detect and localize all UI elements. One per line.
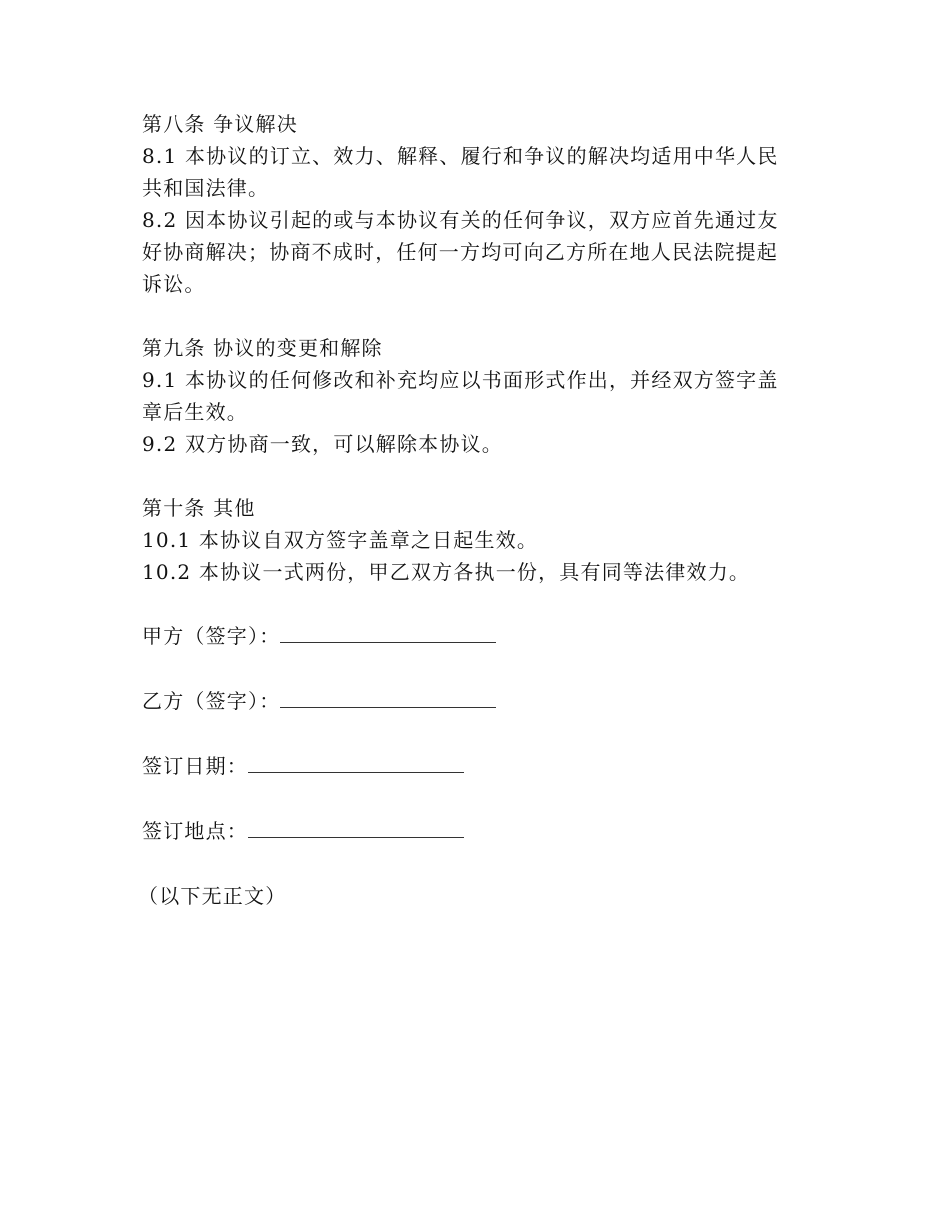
article-8-line-1: 8.1 本协议的订立、效力、解释、履行和争议的解决均适用中华人民 <box>142 144 779 168</box>
signing-date-label: 签订日期： <box>142 754 248 778</box>
signing-date-blank <box>248 754 464 773</box>
party-a-signature-row <box>142 620 802 652</box>
article-10-line-1: 10.1 本协议自双方签字盖章之日起生效。 <box>142 528 539 552</box>
article-8-line-2: 共和国法律。 <box>142 176 270 200</box>
closing-note: （以下无正文） <box>138 884 287 908</box>
article-8-line-3: 8.2 因本协议引起的或与本协议有关的任何争议，双方应首先通过友 <box>142 208 779 232</box>
party-a-signature-blank <box>280 624 496 643</box>
article-8-section <box>142 108 802 300</box>
signature-block <box>142 620 802 847</box>
article-9-title: 第九条 协议的变更和解除 <box>142 336 383 360</box>
party-b-signature-blank <box>280 689 496 708</box>
article-9-line-3: 9.2 双方协商一致，可以解除本协议。 <box>142 432 503 456</box>
signing-place-label: 签订地点： <box>142 819 248 843</box>
article-10-line-2: 10.2 本协议一式两份，甲乙双方各执一份，具有同等法律效力。 <box>142 560 751 584</box>
article-9-section <box>142 332 802 460</box>
signing-place-blank <box>248 819 464 838</box>
document-page <box>138 108 802 912</box>
party-b-signature-row <box>142 685 802 717</box>
article-8-title: 第八条 争议解决 <box>142 112 298 136</box>
article-10-section <box>142 492 802 588</box>
party-b-label: 乙方（签字）： <box>142 689 281 713</box>
party-a-label: 甲方（签字）： <box>142 624 281 648</box>
signing-place-row <box>142 815 802 847</box>
article-9-line-1: 9.1 本协议的任何修改和补充均应以书面形式作出，并经双方签字盖 <box>142 368 779 392</box>
article-10-title: 第十条 其他 <box>142 496 256 520</box>
signing-date-row <box>142 750 802 782</box>
article-8-line-5: 诉讼。 <box>142 272 206 296</box>
article-9-line-2: 章后生效。 <box>142 400 248 424</box>
article-8-line-4: 好协商解决；协商不成时，任何一方均可向乙方所在地人民法院提起 <box>142 240 778 264</box>
